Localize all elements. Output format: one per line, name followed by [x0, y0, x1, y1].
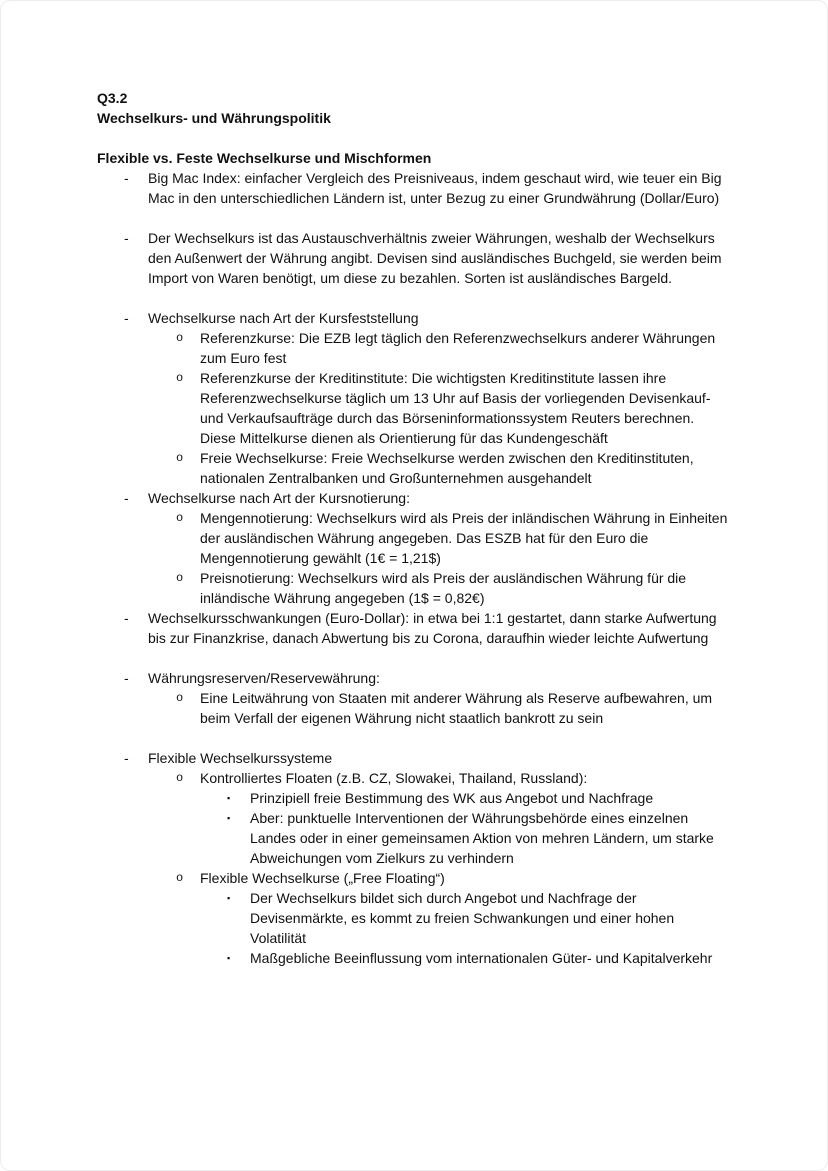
bullet-marker-level-2: o [176, 331, 184, 345]
bullet-marker-level-3: ▪ [227, 953, 231, 963]
list-item-text: Referenzkurse der Kreditinstitute: Die wichtigsten Kreditinstitute lassen ihre Referenzwechselkurse täglich um 13 Uhr auf Basis der vorliegenden Devisenkauf- und Verkaufsaufträge durch das Börseninformationssystem Reuters berechnen. Diese Mittelkurse dienen als Orientierung für das Kundengeschäft [200, 370, 711, 446]
list-item-text: Mengennotierung: Wechselkurs wird als Preis der inländischen Währung in Einheiten der ausländischen Währung angegeben. Das ESZB hat für den Euro die Mengennotierung gewählt (1€ = 1,21$) [200, 510, 728, 566]
bullet-marker-level-1: - [124, 750, 129, 766]
bullet-marker-level-1: - [124, 310, 129, 326]
list-item [97, 448, 730, 488]
list-item-text: Währungsreserven/Reservewährung: [148, 670, 380, 686]
bullet-marker-level-2: o [176, 511, 184, 525]
bullet-list [97, 168, 730, 968]
list-item-text: Preisnotierung: Wechselkurs wird als Preis der ausländischen Währung für die inländische Währung angegeben (1$ = 0,82€) [200, 570, 687, 606]
document-title: Wechselkurs- und Währungspolitik [97, 110, 331, 126]
list-item [97, 228, 730, 288]
list-item [97, 688, 730, 728]
bullet-marker-level-3: ▪ [227, 793, 231, 803]
bullet-marker-level-3: ▪ [227, 893, 231, 903]
bullet-marker-level-2: o [176, 571, 184, 585]
list-item-text: Eine Leitwährung von Staaten mit anderer Währung als Reserve aufbewahren, um beim Verfall der eigenen Währung nicht staatlich bankrott zu sein [200, 690, 713, 726]
list-item-text: Wechselkursschwankungen (Euro-Dollar): in etwa bei 1:1 gestartet, dann starke Aufwertung bis zur Finanzkrise, danach Abwertung bis zu Corona, daraufhin wieder leichte Aufwertung [148, 610, 717, 646]
list-item [97, 608, 730, 648]
list-item-text: Flexible Wechselkurse („Free Floating“) [200, 870, 445, 886]
list-item [97, 308, 730, 328]
list-item-text: Wechselkurse nach Art der Kursfeststellung [148, 310, 419, 326]
list-item [97, 868, 730, 888]
bullet-marker-level-1: - [124, 610, 129, 626]
list-item-text: Der Wechselkurs bildet sich durch Angebot und Nachfrage der Devisenmärkte, es kommt zu freien Schwankungen und einer hohen Volatilität [250, 890, 675, 946]
list-item-text: Big Mac Index: einfacher Vergleich des Preisniveaus, indem geschaut wird, wie teuer ein Big Mac in den unterschiedlichen Ländern ist, unter Bezug zu einer Grundwährung (Dollar/Euro) [148, 170, 722, 206]
list-item [97, 948, 730, 968]
list-item-text: Der Wechselkurs ist das Austauschverhältnis zweier Währungen, weshalb der Wechselkurs den Außenwert der Währung angibt. Devisen sind ausländisches Buchgeld, sie werden beim Import von Waren benötigt, um diese zu bezahlen. Sorten ist ausländisches Bargeld. [148, 230, 722, 286]
list-item [97, 168, 730, 208]
bullet-marker-level-2: o [176, 771, 184, 785]
bullet-marker-level-2: o [176, 371, 184, 385]
list-item-text: Prinzipiell freie Bestimmung des WK aus Angebot und Nachfrage [250, 790, 654, 806]
bullet-marker-level-2: o [176, 871, 184, 885]
bullet-marker-level-1: - [124, 230, 129, 246]
section-heading: Flexible vs. Feste Wechselkurse und Mischformen [97, 150, 432, 166]
list-item [97, 488, 730, 508]
bullet-marker-level-2: o [176, 691, 184, 705]
list-item [97, 808, 730, 868]
list-item [97, 368, 730, 448]
list-item-text: Maßgebliche Beeinflussung vom internationalen Güter- und Kapitalverkehr [250, 950, 713, 966]
list-item-text: Flexible Wechselkurssysteme [148, 750, 333, 766]
list-item [97, 748, 730, 768]
list-item [97, 888, 730, 948]
list-item-text: Wechselkurse nach Art der Kursnotierung: [148, 490, 410, 506]
bullet-marker-level-3: ▪ [227, 813, 231, 823]
list-item [97, 768, 730, 788]
bullet-marker-level-2: o [176, 451, 184, 465]
list-item-text: Aber: punktuelle Interventionen der Währungsbehörde eines einzelnen Landes oder in einer gemeinsamen Aktion von mehren Ländern, um starke Abweichungen vom Zielkurs zu verhindern [250, 810, 714, 866]
list-item [97, 508, 730, 568]
list-item-text: Kontrolliertes Floaten (z.B. CZ, Slowakei, Thailand, Russland): [200, 770, 588, 786]
bullet-marker-level-1: - [124, 170, 129, 186]
bullet-marker-level-1: - [124, 490, 129, 506]
document-code: Q3.2 [97, 90, 128, 106]
list-item [97, 668, 730, 688]
list-item [97, 568, 730, 608]
list-item [97, 328, 730, 368]
list-item [97, 788, 730, 808]
bullet-marker-level-1: - [124, 670, 129, 686]
list-item-text: Freie Wechselkurse: Freie Wechselkurse werden zwischen den Kreditinstituten, nationalen Zentralbanken und Großunternehmen ausgehandelt [200, 450, 694, 486]
list-item-text: Referenzkurse: Die EZB legt täglich den Referenzwechselkurs anderer Währungen zum Euro fest [200, 330, 716, 366]
